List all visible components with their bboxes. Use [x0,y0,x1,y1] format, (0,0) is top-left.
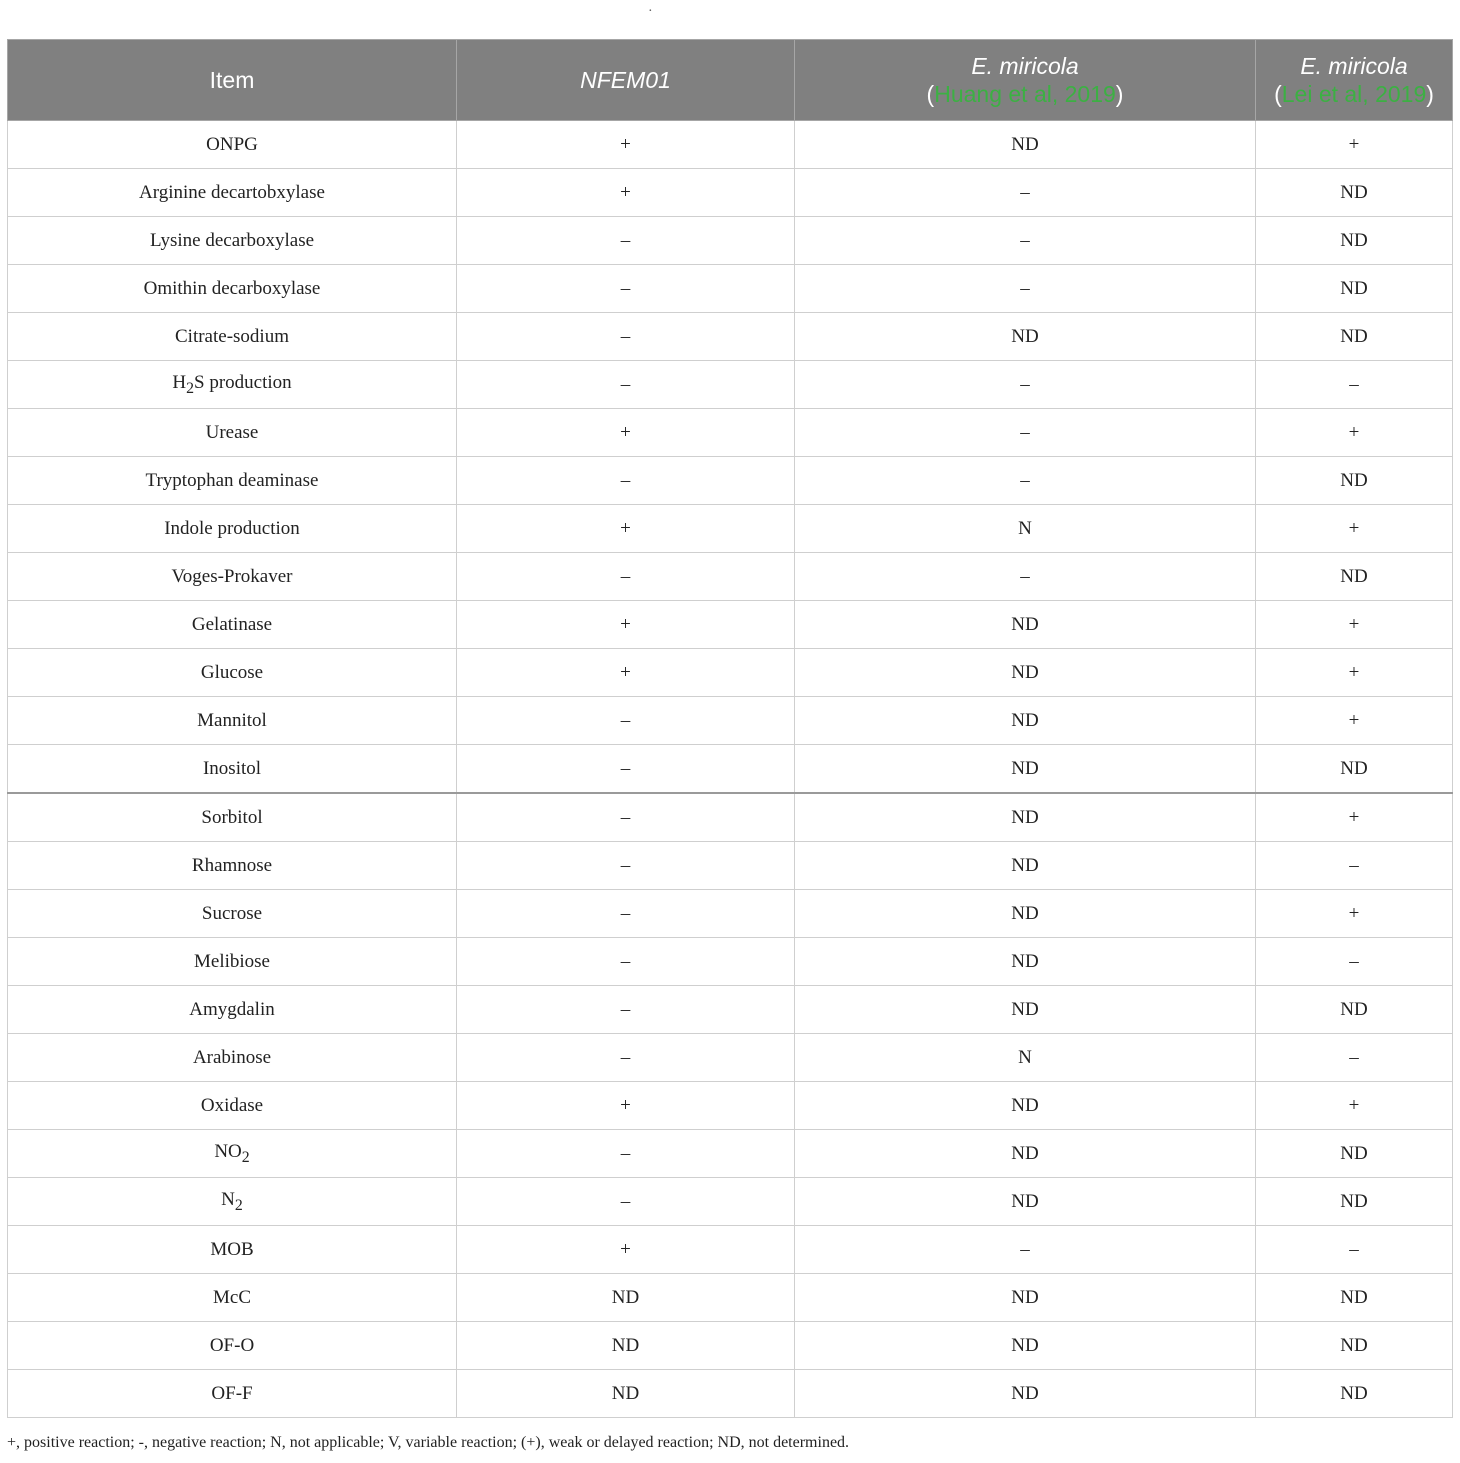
item-cell: Glucose [8,649,457,697]
item-text: S production [194,371,292,393]
item-text: H [172,371,187,393]
nfem01-cell: + [457,649,795,697]
item-cell: Gelatinase [8,601,457,649]
table-row [8,217,1453,265]
item-cell: Omithin decarboxylase [8,265,457,313]
nfem01-cell: + [457,601,795,649]
huang-cell: ND [795,1274,1256,1322]
lei-cell: ND [1256,457,1453,505]
huang-cell: – [795,1226,1256,1274]
lei-cell: – [1256,361,1453,409]
table-row [8,745,1453,794]
huang-cell: ND [795,745,1256,794]
huang-cell: ND [795,697,1256,745]
table-row [8,457,1453,505]
nfem01-cell: ND [457,1322,795,1370]
nfem01-cell: + [457,505,795,553]
header-huang-paren-open: ( [926,81,935,107]
huang-cell: ND [795,649,1256,697]
table-row [8,938,1453,986]
lei-cell: ND [1256,169,1453,217]
item-text: NO [214,1140,242,1162]
lei-cell: ND [1256,217,1453,265]
item-cell [8,1178,457,1226]
nfem01-cell: + [457,409,795,457]
table-row [8,553,1453,601]
lei-cell: ND [1256,553,1453,601]
header-row [8,40,1453,121]
header-nfem01 [457,40,795,121]
table-row [8,1226,1453,1274]
table-row [8,649,1453,697]
table-row [8,265,1453,313]
nfem01-cell: + [457,121,795,169]
huang-cell: ND [795,1130,1256,1178]
nfem01-cell: – [457,313,795,361]
table-row [8,313,1453,361]
lei-cell: – [1256,842,1453,890]
table-row [8,169,1453,217]
item-cell: Amygdalin [8,986,457,1034]
huang-cell: – [795,265,1256,313]
table-row [8,1130,1453,1178]
header-huang-ref-link[interactable]: Huang et al, 2019 [934,81,1116,107]
item-cell [8,361,457,409]
table-row [8,361,1453,409]
huang-cell: – [795,409,1256,457]
lei-cell: ND [1256,1274,1453,1322]
item-subscript: 2 [234,1196,243,1214]
nfem01-cell: + [457,1082,795,1130]
lei-cell: ND [1256,1178,1453,1226]
lei-cell: + [1256,649,1453,697]
huang-cell: N [795,505,1256,553]
huang-cell: ND [795,1082,1256,1130]
table-row [8,986,1453,1034]
huang-cell: ND [795,938,1256,986]
header-huang [795,40,1256,121]
table-row [8,697,1453,745]
table-row [8,842,1453,890]
huang-cell: ND [795,986,1256,1034]
nfem01-cell: – [457,1178,795,1226]
item-subscript: 2 [186,379,194,397]
item-cell: Mannitol [8,697,457,745]
lei-cell: – [1256,1226,1453,1274]
table-row [8,1274,1453,1322]
nfem01-cell: – [457,890,795,938]
lei-cell: + [1256,697,1453,745]
item-cell: Arginine decartobxylase [8,169,457,217]
header-lei-species: E. miricola [1300,53,1408,79]
huang-cell: ND [795,313,1256,361]
table-row [8,1370,1453,1418]
huang-cell: ND [795,1178,1256,1226]
nfem01-cell: – [457,697,795,745]
header-nfem01-label: NFEM01 [580,67,671,93]
header-huang-paren-close: ) [1115,81,1124,107]
table-row [8,793,1453,842]
nfem01-cell: – [457,457,795,505]
header-lei [1256,40,1453,121]
header-huang-species: E. miricola [971,53,1079,79]
item-cell: OF-O [8,1322,457,1370]
lei-cell: + [1256,1082,1453,1130]
huang-cell: ND [795,1322,1256,1370]
lei-cell: + [1256,505,1453,553]
table-row [8,890,1453,938]
huang-cell: – [795,553,1256,601]
huang-cell: ND [795,842,1256,890]
item-cell: Rhamnose [8,842,457,890]
lei-cell: – [1256,938,1453,986]
header-lei-paren-open: ( [1274,81,1282,107]
nfem01-cell: – [457,553,795,601]
lei-cell: ND [1256,1130,1453,1178]
nfem01-cell: – [457,842,795,890]
lei-cell: + [1256,601,1453,649]
nfem01-cell: – [457,1034,795,1082]
item-text: N [221,1188,235,1210]
nfem01-cell: ND [457,1370,795,1418]
lei-cell: ND [1256,986,1453,1034]
item-cell: Urease [8,409,457,457]
item-cell: Sorbitol [8,793,457,842]
lei-cell: + [1256,793,1453,842]
nfem01-cell: – [457,361,795,409]
item-cell: OF-F [8,1370,457,1418]
lei-cell: + [1256,121,1453,169]
header-lei-paren-close: ) [1426,81,1434,107]
huang-cell: – [795,169,1256,217]
lei-cell: ND [1256,1322,1453,1370]
item-cell: Inositol [8,745,457,794]
huang-cell: ND [795,121,1256,169]
huang-cell: N [795,1034,1256,1082]
lei-cell: ND [1256,745,1453,794]
lei-cell: ND [1256,1370,1453,1418]
nfem01-cell: – [457,793,795,842]
nfem01-cell: – [457,986,795,1034]
huang-cell: – [795,457,1256,505]
table-row [8,1178,1453,1226]
item-cell: Arabinose [8,1034,457,1082]
huang-cell: – [795,217,1256,265]
nfem01-cell: – [457,217,795,265]
nfem01-cell: + [457,169,795,217]
lei-cell: ND [1256,265,1453,313]
item-cell [8,1130,457,1178]
item-cell: MOB [8,1226,457,1274]
table-row [8,1322,1453,1370]
nfem01-cell: – [457,745,795,794]
lei-cell: + [1256,409,1453,457]
item-cell: Lysine decarboxylase [8,217,457,265]
nfem01-cell: – [457,265,795,313]
item-cell: Tryptophan deaminase [8,457,457,505]
table-row [8,1034,1453,1082]
item-cell: Oxidase [8,1082,457,1130]
item-cell: ONPG [8,121,457,169]
nfem01-cell: – [457,938,795,986]
nfem01-cell: + [457,1226,795,1274]
item-cell: Indole production [8,505,457,553]
lei-cell: ND [1256,313,1453,361]
item-cell: Voges-Prokaver [8,553,457,601]
table-row [8,121,1453,169]
item-cell: Sucrose [8,890,457,938]
huang-cell: ND [795,601,1256,649]
item-cell: Citrate-sodium [8,313,457,361]
item-subscript: 2 [241,1148,250,1166]
nfem01-cell: ND [457,1274,795,1322]
huang-cell: – [795,361,1256,409]
nfem01-cell: – [457,1130,795,1178]
item-cell: McC [8,1274,457,1322]
huang-cell: ND [795,890,1256,938]
table-footnote: +, positive reaction; -, negative reaction; N, not applicable; V, variable reaction; (+), weak or delayed reaction; ND, not determined. [7,1434,850,1451]
table-row [8,505,1453,553]
lei-cell: – [1256,1034,1453,1082]
top-mark: · [648,4,653,19]
huang-cell: ND [795,1370,1256,1418]
header-item: Item [8,40,457,121]
results-table [7,39,1453,1418]
table-row [8,601,1453,649]
item-cell: Melibiose [8,938,457,986]
header-lei-ref-link[interactable]: Lei et al, 2019 [1281,81,1427,107]
huang-cell: ND [795,793,1256,842]
lei-cell: + [1256,890,1453,938]
table-row [8,409,1453,457]
table-row [8,1082,1453,1130]
